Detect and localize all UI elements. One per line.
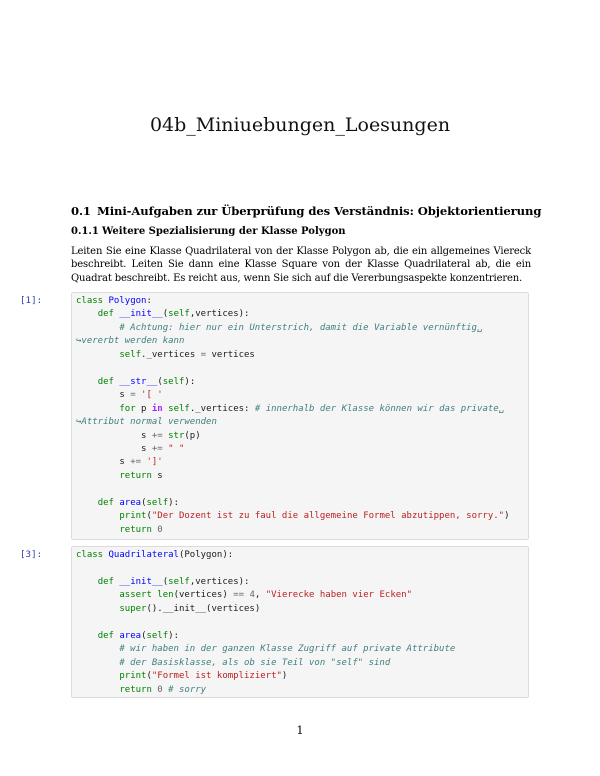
code-line: def __init__(self,vertices): [97,309,250,320]
code-line: def __str__(self): [97,376,196,387]
code-line: def area(self): [97,497,180,508]
task-paragraph: Leiten Sie eine Klasse Quadrilateral von der Klasse Polygon ab, die ein allgemeines Viereck beschreibt. Leiten Sie dann eine Klasse Square von der Klasse Quadrilateral ab, die ein Quadrat beschreibt. Es reicht aus, wenn Sie sich auf die Vererbungsaspekte konzentrieren. [71,246,531,284]
code-cell[interactable] [71,546,529,698]
page-number: 1 [296,724,304,737]
code-line: assert len(vertices) == 4, "Vierecke haben vier Ecken" [119,590,413,601]
code-block [72,293,528,539]
code-line: print("Der Dozent ist zu faul die allgemeine Formel abzutippen, sorry.") [119,511,510,522]
code-line: s += " " [76,443,185,454]
code-block [72,547,528,698]
section-heading [71,204,541,218]
section-number: 0.1 [71,204,91,218]
code-line: class Quadrilateral(Polygon): [76,550,234,560]
code-line: ↪Attribut normal verwenden [76,417,217,428]
code-line: # der Basisklasse, als ob sie Teil von "self" sind [76,657,391,668]
code-line: # wir haben in der ganzen Klasse Zugriff auf private Attribute [76,644,456,655]
code-line: class Polygon: [76,296,152,306]
document-title: 04b_Miniuebungen_Loesungen [149,114,451,136]
code-line: ↪vererbt werden kann [76,336,185,347]
code-line: def area(self): [97,630,180,641]
code-line: return 0 [119,524,163,535]
code-line: self._vertices = vertices [119,349,255,360]
code-line: s += ']' [76,457,163,468]
subsection-title: Weitere Spezialisierung der Klasse Polygon [102,226,346,237]
section-title: Mini-Aufgaben zur Überprüfung des Verständnis: Objektorientierung [97,204,542,218]
cell-prompt: [3]: [20,549,43,560]
code-line: return 0 # sorry [119,684,207,695]
code-line: for p in self._vertices: # innerhalb der Klasse können wir das private␣ [119,403,505,414]
cell-prompt: [1]: [20,295,43,306]
code-line: print("Formel ist kompliziert") [119,671,288,682]
code-cell[interactable] [71,292,529,540]
code-line: s += str(p) [76,430,201,441]
code-line: s = '[ ' [76,390,163,401]
code-line: def __init__(self,vertices): [97,576,250,587]
code-line: return s [119,470,163,481]
subsection-number: 0.1.1 [71,226,99,237]
code-line: # Achtung: hier nur ein Unterstrich, damit die Variable vernünftig␣ [76,322,483,333]
subsection-heading [71,226,346,237]
code-line: super().__init__(vertices) [119,603,261,614]
